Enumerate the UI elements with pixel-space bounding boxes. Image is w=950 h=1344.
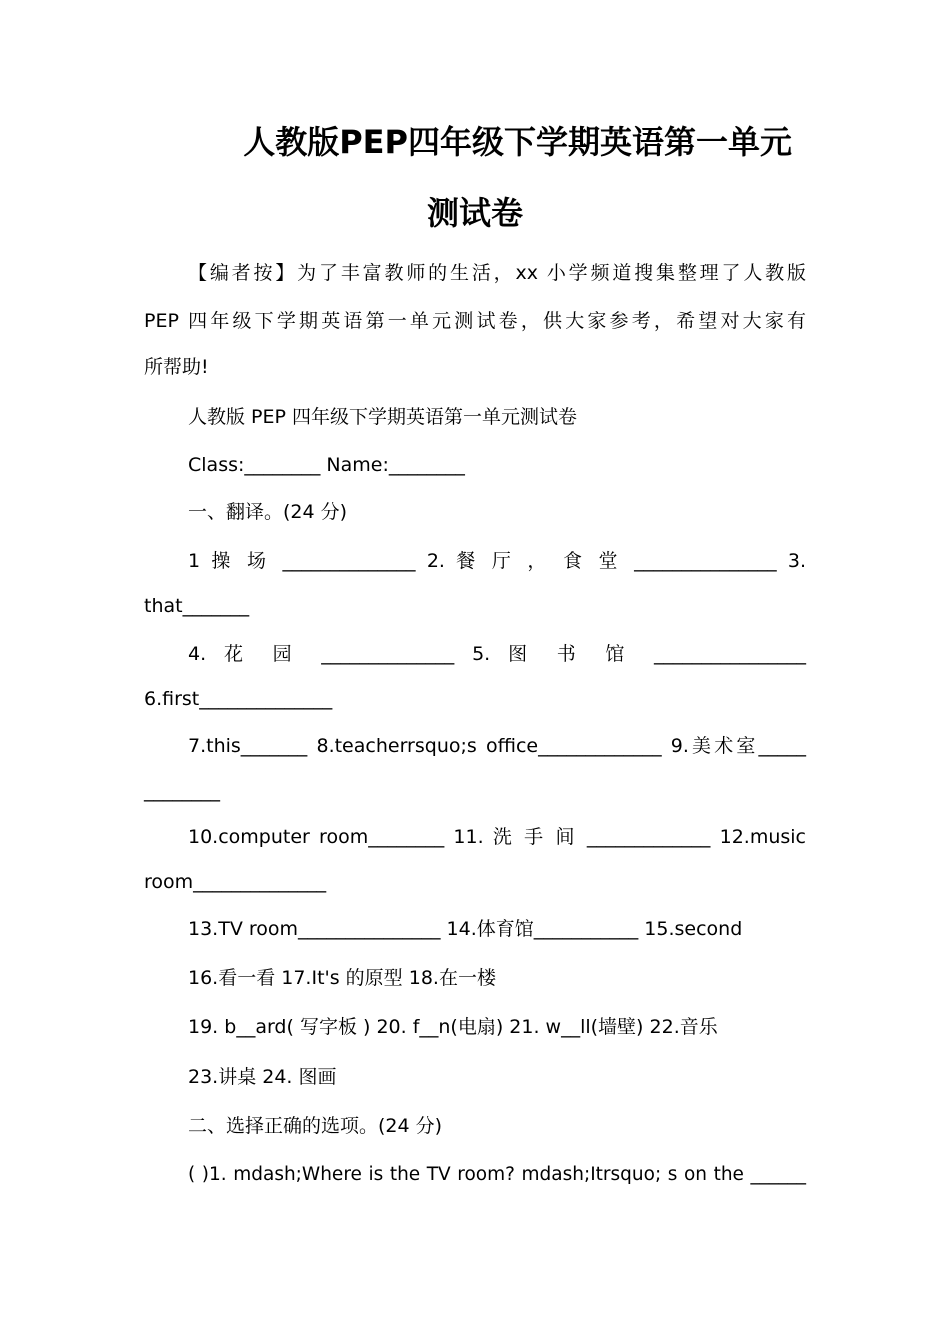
document-title-line-2: 测试卷 (426, 194, 523, 232)
class-name-line: Class:________ Name:________ (188, 454, 465, 476)
section2-heading: 二、选择正确的选项。(24 分) (188, 1115, 443, 1137)
intro-line-1: 【编者按】为了丰富教师的生活，xx 小学频道搜集整理了人教版 (188, 262, 806, 284)
intro-line-3: 所帮助! (144, 356, 209, 378)
section1-line: 13.TV room_______________ 14.体育馆___________ 15.second (188, 918, 743, 940)
section1-line: room______________ (144, 871, 327, 893)
section2-line: ( )1. mdash;Where is the TV room? mdash;Itrsquo; s on the ______ (188, 1164, 806, 1185)
section1-line: 19. b__ard( 写字板 ) 20. f__n(电扇) 21. w__ll(墙壁) 22.音乐 (188, 1016, 718, 1038)
document-subtitle: 人教版 PEP 四年级下学期英语第一单元测试卷 (188, 406, 578, 428)
section1-line: 4. 花 园 ______________ 5. 图 书 馆 ________________ (188, 643, 806, 665)
section1-line: 7.this_______ 8.teacherrsquo;s office_____________ 9.美术室_____ (188, 735, 806, 757)
document-title-line-1: 人教版PEP四年级下学期英语第一单元 (243, 123, 792, 161)
section1-line: 10.computer room________ 11. 洗 手 间 _____________ 12.music (188, 826, 806, 848)
section1-heading: 一、翻译。(24 分) (188, 501, 348, 523)
section1-line: 23.讲桌 24. 图画 (188, 1066, 337, 1088)
section1-line: 1 操 场 ______________ 2. 餐 厅 ， 食 堂 _______________ 3. (188, 550, 806, 572)
section1-line: that_______ (144, 595, 250, 617)
section1-line: 16.看一看 17.It's 的原型 18.在一楼 (188, 967, 496, 989)
section1-line: 6.first______________ (144, 688, 333, 710)
intro-line-2: PEP 四年级下学期英语第一单元测试卷，供大家参考，希望对大家有 (144, 310, 806, 332)
section1-line: ________ (144, 780, 220, 802)
